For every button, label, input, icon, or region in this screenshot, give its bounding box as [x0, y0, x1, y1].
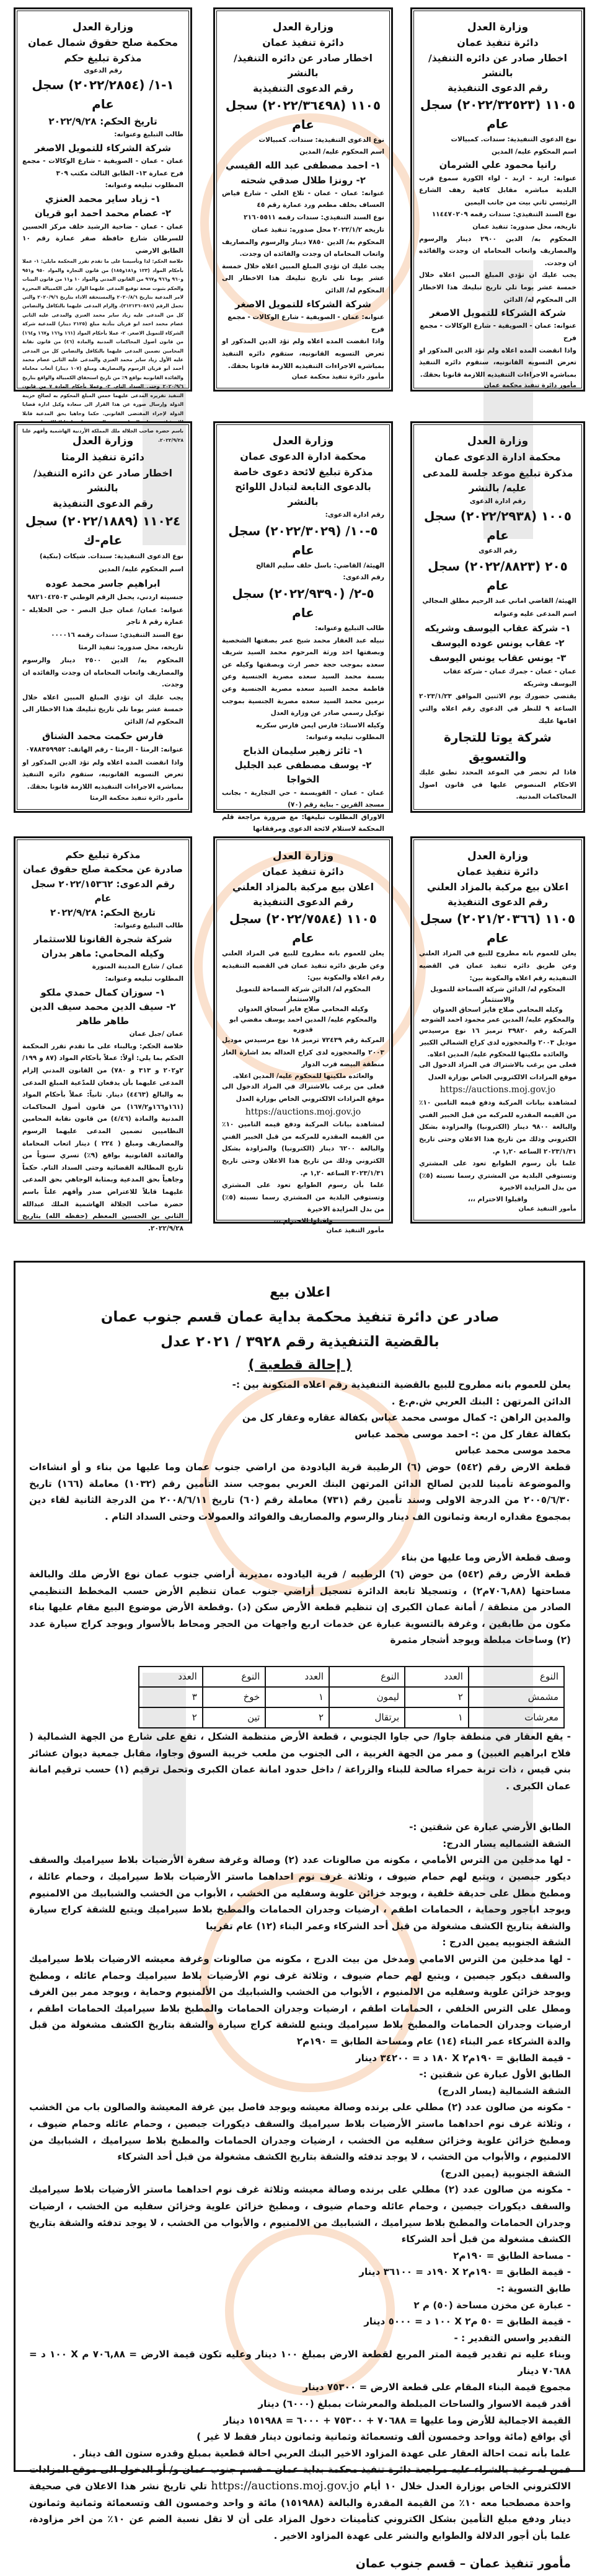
- notice-text: المحكوم به/ الدين ٢٥٠٠ دينار والرسوم والمصاريف واتعاب المحاماه ان وجدت والفائده ان وجدت.: [22, 656, 183, 689]
- notice-name: ١- زياد ساير محمد العنزي: [45, 193, 161, 205]
- notice-title: وزارة العدل: [272, 21, 334, 33]
- notice-case: شركة يوتا للتجارة والتسويق: [444, 730, 552, 764]
- table-cell: ١: [405, 1707, 469, 1728]
- sale-notice-paragraph: - لها مدخلين من الترس الأمامي ، مكونه من صالونات عدد (٢) وصالة وغرفة سفرة الأرضيات بلاط سيراميك والسقف ديكور جبصين ، ويتبع لهم حمام ضيوف ، وثلاثة غرف نوم احداهما ماستر الأرضيات بلاط سيراميك ، وحمام عائلة ، ومطبخ مطل على حديقة خلفية ، ويوجد خزائن علوية وسفليه من الخشب ، الأبواب من الخشب والشبابيك من الالمنيوم ويوجد اباجور وحماية ، الحمامات اطقم ، ارضيات وجدران الحمامات والمطبخ بلاط سيراميك ويتبع للشقة كراج سيارة والشقة بتاريخ الكشف مشغولة من قبل أحد الشركاء وعمر البناء (١٢) عام تقريبا: [29, 1854, 571, 1932]
- notice-heading: مذكرة تبليغ لائحة دعوى خاصة: [233, 467, 373, 478]
- table-header-cell: العدد: [265, 1667, 329, 1687]
- sale-notice-paragraph: أي بواقع (مائة وواحد وخمسون ألف وتسعمائة وثمانية وثمانون دينار فقط لا غير ): [196, 2431, 571, 2443]
- table-header-cell: النوع: [203, 1667, 266, 1687]
- notice-name: ابراهيم جاسر محمد عوده: [45, 577, 161, 589]
- sale-notice-paragraph: - يقع العقار في منطقة جاوا/ حي جاوا الجنوبي ، قطعة الأرض منتظمة الشكل ، تقع على شارع من الجهة الشمالية ( فلاح ابراهيم الغبين) و ممر من الجهة الغربية ، الى الجنوب من ملعب خريبة السوق وجاوا، مقابل جمعية ديوان عشائر بني قيس ، ذات تربة حمراء صالحة للبناء والزراعة / داخل حدود امانة عمان الكبرى وتحمل ترقيم (١) حسب ترقيم امانة عمان الكبرى .: [29, 1730, 571, 1792]
- notice-textr: طالب التبليغ وعنوانه:: [114, 922, 183, 930]
- sale-notice-paragraph: الطابق الأرضي عبارة عن شقتين :-: [409, 1821, 571, 1833]
- sale-notice-paragraph: طابق التسوية :-: [496, 2282, 571, 2294]
- notice-heading: اعلان بيع مركبة بالمزاد العلني: [232, 882, 374, 893]
- sale-notice-paragraph: قطعة الأرض رقم (٥٤٢) من حوض (٦) الرطيبه / قرية اليادوده ،مديرية أراضي جنوب عمان نوع الأرض ملك والبالغة مساحتها (٧٠٦,٨٨م٢) ، وتسجيلا تابعة الدائرة تسجيل أراضي جنوب عمان تنظيم الأرض حسب المخطط التنظيمي الصادر من منطقة / أمانة عمان الكبرى إن تنظيم قطعة الأرض سكن (د) .وقطعة الأرض موضوع البيع مقام عليها بناء مكون من طابقين ، وغرفة بالتسوية عبارة عن خدمات اربع واجهات من الحجر ومحاط بالأسوار ويوجد كراج سيارة عدد (٢) وساحات مبلطة ويوجد أشجار مثمرة: [29, 1568, 571, 1646]
- notice-label: والمحكوم عليه/ المدين عمر محمود احمد الشوحه: [421, 1016, 575, 1024]
- sale-notice-paragraph: - مساحة الطابق = ١٩٠م٢: [453, 2250, 571, 2261]
- notice-textr: عمان / شارع المدينة المنورة: [92, 963, 183, 971]
- notice-heading: اخطار صادر عن دائره التنفيذ/ بالنشر: [428, 53, 567, 79]
- notice-name: رقم الدعوى: ٢٠٢٢/١٥٣٦٢ سجل عام: [31, 878, 175, 904]
- sale-notice-paragraph: الشقة الشمالية (يسار الدرج): [438, 2085, 571, 2096]
- notice-textr: اسم المحكوم عليه/ المدين: [299, 148, 384, 156]
- notice-heading: مذكرة تبليغ حكم: [64, 53, 142, 64]
- notice-name: ١- شركة عقاب اليوسف وشريكه: [425, 622, 571, 634]
- table-cell: برتقال: [329, 1707, 405, 1728]
- sale-notice-case-number: بالقضية التنفيذية رقم ٣٩٢٨ / ٢٠٢١ عدل: [161, 1334, 439, 1350]
- notice-label: وكيله المحامي صلاح فايز اسحاق العدوان: [238, 1005, 368, 1014]
- notice-text: يجب عليك ان تؤدي المبلغ المبين اعلاه خلال خمسة عشر يوما تلي تاريخ تبليغك هذا الاخطار الى المحكوم له/ الدائن: [419, 271, 576, 304]
- notice-title: وزارة العدل: [467, 850, 529, 862]
- notice-text: لمشاهدة بيانات المركبة ودفع قيمه التامين ١٠٪ من القيمه المقدره للمركبه من قبل الخبير الفني والبالغة ٦٢٠٠ دينار (الكترونيا) والمزاودة بشكل الكتروني وذلك من تاريخ هذا الاعلان وحتى تاريخ ٢٠٢٣/١/٣١ الساعه ١,٢٠ م.: [222, 1121, 384, 1177]
- notice-textr: تاريخه، محل صدوره: تنفيذ عمان: [472, 223, 576, 230]
- notice-case: ١٠٠٥ (٢٠٢٢/٢٩٣٨) سجل عام: [424, 509, 571, 543]
- table-cell: تين: [203, 1707, 266, 1728]
- notice-title: وزارة العدل: [72, 435, 134, 447]
- sale-notice-paragraph: الشقة الشماليه يسار الدرج:: [443, 1838, 571, 1849]
- notice-title: وزارة العدل: [467, 435, 529, 447]
- notice-name: ٢- يوسف مصطفى عبد الجليل الخواجا: [234, 760, 372, 786]
- sale-notice-paragraph: - مكونه من صالون عدد (٢) مطلي على برنده وصالة معيشه ويوجد فاصل بين غرفة المعيشة والصالون باب من الخشب ، وثلاثة غرف نوم احداهما ماستر الأرضيات بلاط سيراميك والسقف ديكورات جبصين ، وحمام عائله وحمام ضيوف ، ومطبخ خزائن علوية وخزائن سفليه من الخشب ، ارضيات وجدران الحمامات والمطبخ بلاط سيراميك ، الشبابيك من الالمنيوم ، والأبواب من الخشب ، لا يوجد تدفئه والشقة بتاريخ الكشف مشغولة من قبل أحد الشركاء: [29, 2101, 571, 2163]
- notice-textr: رقم الدعوى:: [343, 574, 384, 582]
- notice-name: وكيله المحامي: ماهر بدران: [41, 948, 165, 960]
- notice-text: علما بأن رسوم الطوابع تعود على المشتري وتستوفي البلدية من المشتري رسما نسبته (٥٪) من بدل المزايدة الاخيرة: [222, 1181, 384, 1214]
- sale-notice-paragraph: الشقة الجنوبيه يمين الدرج :: [442, 1937, 571, 1948]
- sale-notice-paragraph: - مكونه من صالون عدد (٢) مطلي على برنده وصالة معيشه وثلاثة غرف نوم احداهما ماستر الأرضيات بلاط سيراميك والسقف ديكورات جبصين ، وحمام عائله وحمام ضيوف ، ومطبخ خزائن علوية وخزائن سفليه من الخشب ، ارضيات وجدران الحمامات والمطبخ بلاط سيراميك ، الشبابيك من الالمنيوم ، والأبواب من الخشب ، لا يوجد تدفئه والشقة بتاريخ الكشف مشغولة من قبل أحد الشركاء: [29, 2184, 571, 2245]
- notice-textr: جنسيته اردني، يحمل الرقم الوطني ٩٨٢١٠٤٢٥٠٣: [27, 593, 183, 601]
- notice-subtitle: محكمة ادارة الدعوى عمان: [435, 451, 561, 463]
- table-cell: ١: [265, 1687, 329, 1707]
- closing-text-2: تلي تاريخ نشر هذا الاعلان في صحيفة واحدة مصطحبا معه ١٠٪ من القيمة المقدرة والبالغة (١٥١٩٨٨) مائة و واحد وخمسون الف وتسعمائة وثمانية وثمانون دينار ودفع مبلغ التأمين بشكل الكتروني كتأمينات دخول المزاد على أن لا تقل نسبة الضم عن ١٠٪ من اخر مزاودة، علما بأن أجور الدلالة والطوابع والنشر على عهدة المزاود الاخير .: [29, 2481, 571, 2541]
- notice-heading: مذكرة تبليغ موعد جلسة للمدعى عليه/ بالنشر: [422, 468, 573, 494]
- notice-case: ١-١/ (٢٠٢٢/٢٨٥٤) سجل عام: [32, 77, 174, 112]
- notice-title: وزارة العدل: [467, 21, 529, 33]
- sale-notice-paragraph: والمدين الراهن :- كمال موسى محمد عباس بكفالة عقاره وعقار كل من: [242, 1412, 571, 1424]
- notice-name: ٢- رونزا طلال صدقي شحته: [240, 174, 366, 186]
- notice-name: ١- ثائر زهير سليمان الذباح: [243, 745, 363, 756]
- notice-textr: المطلوب تبليغه وعنوانه:: [306, 734, 384, 742]
- notice-claim-statement: [213, 421, 393, 833]
- notice-name: مذكرة تبليغ حكم: [65, 849, 141, 861]
- notice-label: رقم ادارة الدعوى: [469, 497, 526, 506]
- notice-execution-ramtha: [14, 421, 192, 813]
- sale-notice-paragraph: الشقة الجنوبية (يمين الدرج): [440, 2167, 571, 2179]
- notice-heading: رقم الدعوى التنفيذية: [252, 896, 354, 908]
- notice-heading: اخطار صادر عن دائره التنفيذ/ بالنشر: [33, 468, 172, 494]
- notice-name: شركة الشركاء للتمويل الاصغر: [430, 307, 566, 319]
- notice-heading: تاريخ الحكم: ٢٠٢٢/٩/٢٨: [48, 116, 157, 128]
- notice-heading: رقم الدعوى التنفيذية: [52, 498, 154, 510]
- auctions-link[interactable]: https://auctions.moj.gov.jo: [439, 1085, 556, 1095]
- notice-textr: عمان /جبل عمان: [129, 1030, 183, 1038]
- notice-textr: نوع السند التنفيذي: سندات رقمه ٠٠٠٠١٦: [51, 631, 183, 639]
- notice-textr: طالب التبليغ وعنوانه:: [315, 624, 384, 632]
- notice-name: ١- احمد مصطفى عبد الله القيسي: [226, 160, 381, 172]
- notice-title: وزارة العدل: [272, 850, 334, 862]
- notice-heading: رقم الدعوى التنفيذية: [447, 896, 549, 908]
- notice-case: ١١٠٥ (٢٠٢٢/٧٥٨٤) سجل عام: [229, 911, 377, 946]
- notice-textr: عمان - عمان - جمرك عمان - شركة عقاب اليوسف وشريكه: [443, 668, 576, 688]
- table-row: [139, 1707, 564, 1728]
- notice-name: ١- سوزان كمال حمدي ملكو: [40, 986, 165, 998]
- notice-small: خلاصة الحكم: لذا وتأسيسا على ما تقدم تقرر المحكمة مايلي: ١- عملا بأحكام المواد (١٢٣ و١٨١و١٨٥) من قانون التجارة والمواد ٩٥٠ و٩٥١ و٩٦٠ و٩٦٦ و٩٦٧ من القانون المدني والمواد ١٠ و١١ من قانون البينات والحكم بثبوت صحة توقيع المدعى عليهما الوارد على الكمبيالة المحررة لامر المدعية بتاريخ ٢٠٢٠/٨/٦ والمستحقة الاداء بتاريخ ٢٠٢٠/٩/٦ والتي تحمل الرقم (٢١٢١٣٦٠٥٨٦)، وإلزام المدعى عليهما بالتكافل والتضامن كل من المدعى عليه زياد ساير محمد العنزي والمدعى عليه الثاني عصام محمد احمد ابو قريان بتأدية مبلغ (٢١٢٥ دينار) للمدعية شركة الشركاء للتمويل الاصغر. ٢- عملا بأحكام المواد (١٦١ و١٦٦ و١٦٧ و١٦٤) من قانون أصول المحاكمات المدنية والمادة (٤٦) من قانون نقابة المحامين تضمين المدعى عليهما بالتكافل والتضامن كل من المدعى عليه الأول زياد ساير محمد العنزي والمدعى عليه الثاني عصام محمد أحمد أبو قريان الرسوم والمصاريف ومبلغ (١٠٧ دينار) أتعاب محاماة والفائدة القانونية بواقع ٩٪ من تاريخ استحقاق الكمبيالة والواقع بتاريخ ٢٠٢٠/٩/٦ وحتى السداد التام. ٣- وعملا بأحكام المادة ٧ من قانون التنفيذ تقريره المدعى عليهما خمس المبلغ المحكوم به لصالح خزينة الدولة وإرسال صورة عن هذا القرار الى سعادة وكيل ادارة قضايا الدولة لإجراء المقتضى القانوني. حكما وجاهيا بحق المدعية قابلا للاستئناف وبمثابة الوجاهي بحق المدعى عليهما قابلا للاعتراض صدر باسم حضرة صاحب الجلالة ملك المملكة الأردنية الهاشمية وأفهم علنا ٢٠٢٢/٩/٢٨.: [22, 258, 184, 443]
- notice-heading: اعلان بيع مركبة بالمزاد العلني: [426, 882, 569, 893]
- notice-text: المركبة رقم ٣٩٨٢٠ ترميز ١٦ نوع مرسيدس موديل ٢٠٠٣ والمحجوزه لدى كراج الشمالي الكبير: [419, 1027, 576, 1047]
- notice-title: وزارة العدل: [72, 21, 134, 33]
- notice-sig: مأمور التنفيذ عمان: [518, 1206, 576, 1213]
- notice-textr: وكيله الاستاذ: فارس ايمن فارس سكريه: [255, 721, 384, 729]
- notice-case: ٥-٢/ (٢٠٢٢/٩٣٩٠) سجل عام: [232, 585, 374, 620]
- sale-notice-paragraph: - قيمة الطابق = ١٩٠م٢ X ١٨٠ د = ٣٤٢٠٠ دينار: [355, 2052, 571, 2064]
- sale-notice-paragraph: - قيمة الطابق = ٥٠ م٢ X ١٠٠ د = ٥٠٠٠ دينار: [364, 2316, 571, 2328]
- notice-textr: تاريخه ٢٠٢٢/١/٢ محل صدوره: تنفيذ عمان: [252, 226, 384, 234]
- auctions-link[interactable]: https://auctions.moj.gov.jo: [211, 2479, 360, 2493]
- notice-name: صادرة عن محكمة صلح حقوق عمان: [23, 864, 183, 875]
- notice-name: شركة الشركاء للتمويل الاصغر: [35, 142, 171, 154]
- notice-textr: الهيئة/ القاضي اماني عبد الرحيم مطلق المجالي: [422, 597, 576, 605]
- notice-textr: نوع السند التنفيذي: سندات رقمه ١١٤٤٧٠٢٠٩: [431, 211, 576, 219]
- notice-text: يعلن للعموم بانه مطروح للبيع في المزاد العلني وعن طريق دائره تنفيذ عمان في القضيه التنفيذيه رقم اعلاه والمكونة بين:: [419, 950, 576, 982]
- sale-notice-paragraph: - لها مدخلين من الترس الامامي ومدخل من بيت الدرج ، مكونه من صالونات وغرفة معيشه الارضيات بلاط سيراميك والسقف ديكور جبصين ، ويتبع لهم حمام ضيوف ، وثلاثة غرف نوم الأرضيات بلاط سيراميك وحمام عائله ، ومطبخ ويوجد خزائن علوية وسفليه من الالمنيوم ، الأبواب من الخشب والشبابيك من الألمنيوم وحماية ، ويوجد ممر بين الغرف ومطل على الترس الخلفي ، الحمامات اطقم ، ارضيات وجدران الحمامات والمطبخ بلاط سيراميك الحمامات اطقم ، ارضيات وجدران الحمامات والمطبخ بلاط سيراميك ويتبع للشقة كراج سيارة والشقة بتاريخ الكشف مشغولة من قبل والدة الشركاء عمر البناء (١٤) عام ومساحة الطابق = ١٩٠م٢: [29, 1953, 571, 2047]
- notice-name: شركة الشركاء للتمويل الاصغر: [235, 298, 371, 310]
- notice-text: المحكوم به/ الدين ٢٩٠٠ دينار والرسوم والمصاريف واتعاب المحاماه ان وجدت والفائده ان وجدت.: [419, 235, 576, 267]
- notice-subtitle: محكمة ادارة الدعوى عمان: [240, 450, 366, 463]
- notice-textr: نوع الدعوى التنفيذية: سندات. شيكات (بنكية): [39, 553, 183, 561]
- sale-notice-paragraph: أقدر قيمة الاسوار والساحات المبلطة والمعرشات بمبلغ (٦٠٠٠) دينار: [258, 2398, 571, 2410]
- notice-case: ١١٠٥ (٢٠٢٢/٣٢٥٢٣) سجل عام: [420, 97, 576, 132]
- notice-text: واذا انقضت المده اعلاه ولم تؤد الدين المذكور او تعرض التسويه القانونيه، ستقوم دائره التنفيذ بمباشره الاجراءات التنفيذيه اللازمة قانونا بحقك.: [222, 338, 384, 370]
- notice-sig: مأمور دائرة تنفيذ محكمة عمان: [291, 374, 384, 381]
- notice-text: فعلى من يرغب بالاشتراك في المزاد الدخول الى موقع المزادات الالكتروني الخاص بوزارة العدل: [419, 1061, 576, 1081]
- table-header-row: [139, 1667, 564, 1687]
- notice-vehicle-auction-7584: [213, 836, 393, 1235]
- sale-notice-title: اعلان بيع: [270, 1285, 330, 1300]
- notice-text: عنوانه: عمان - عمان - تلاع العلي - شارع فياض العساف بخلف مطعم ورد عمارة رقم ٤٥: [222, 189, 384, 209]
- notice-textr: عنوانه: عمان - الصويفية - شارع الوكالات - مجمع فرح: [420, 322, 576, 342]
- sale-notice-paragraph: وبناء عليه تم تقدير قيمة المتر المربع لقطعة الارض بمبلغ ١٠٠ دينار وعليه تكون قيمة الارض = ٧٠٦,٨٨ م X ١٠٠ د = ٧٠٦٨٨ دينار: [29, 2349, 571, 2377]
- notice-text: فعلى من يرغب بالاشتراك في المزاد الدخول الى موقع المزادات الالكتروني الخاص بوزارة العدل: [222, 1083, 384, 1103]
- notice-case: ٥-١٠/ (٢٠٢٢/٣٠٢٩) سجل عام: [228, 523, 378, 558]
- notice-text: الاوراق المطلوب تبليغها: مع ضرورة مراجعة قلم المحكمة لاستلام لائحة الدعوى ومرفقاتها: [222, 813, 384, 833]
- notice-text: يجب عليك ان تؤدي المبلغ المبين اعلاه خلال خمسة عشر يوما تلي تاريخ تبليغك هذا الاخطار الى المحكوم له/ الدائن: [22, 693, 183, 725]
- trees-table: [138, 1666, 565, 1728]
- notice-sig: مأمور دائرة تنفيذ محكمة الرمثا: [90, 795, 183, 802]
- notice-heading: بالدعوى التابعة لتبادل اللوائح بالنشر: [235, 481, 371, 508]
- table-cell: معرشات: [469, 1707, 564, 1728]
- sale-notice-paragraph: محمد موسى محمد عباس: [455, 1445, 571, 1457]
- notice-text: المركبة رقم ٧٢٤٣٩ ترميز ١٨ نوع مرسيدس موديل ٢٠٠٣ والمحجوزه لدى كراج العداله بعد اشارة الغاز منطقة البيضه قرب الدوار: [222, 1036, 385, 1069]
- notice-text: علما بأن رسوم الطوابع تعود على المشتري وتستوفي البلدية من المشتري رسما نسبته (٥٪) من بدل المزايدة الاخيرة: [419, 1160, 576, 1192]
- notice-textr: تاريخه، محل صدوره: تنفيذ الرمثا: [78, 644, 183, 652]
- table-header-cell: العدد: [139, 1667, 203, 1687]
- table-header-cell: النوع: [329, 1667, 405, 1687]
- notice-text: واذا انقضت المده اعلاه ولم تؤد الدين المذكور او تعرض التسويه القانونيه، ستقوم دائره التنفيذ بمباشره الاجراءات التنفيذيه اللازمة قانونا بحقك.: [419, 346, 576, 379]
- table-header-cell: العدد: [405, 1667, 469, 1687]
- notice-label: المحكوم له/ الدائن شركة السماحة للتمويل والاستثمار: [430, 986, 565, 1004]
- table-cell: ٣: [139, 1687, 203, 1707]
- notice-name: تاريخ الحكم: ٢٠٢٢/٩/٢٨: [50, 907, 156, 918]
- sale-notice: [14, 1261, 585, 2571]
- sale-notice-paragraph: بكفالة عقار كل من :- احمد موسى محمد عباس: [355, 1428, 571, 1440]
- notice-case: ١١٠٥ (٢٠٢١/٢٠٣٦٦) سجل عام: [420, 911, 576, 946]
- notice-label: والمحكوم عليه/ المدين احمد يوسف مفضي ابو قدوره: [229, 1015, 377, 1034]
- sale-notice-paragraph: - عبارة عن مخزن مساحة (٥٠) م ٢: [413, 2299, 571, 2311]
- notice-textr: الهيئة/ القاضي: باسل خلف سليم الفالح: [256, 561, 384, 569]
- notice-textr: طالب التبليغ وعنوانه:: [114, 131, 183, 139]
- table-cell: ليمون: [329, 1687, 405, 1707]
- notice-text: لمشاهدة بيانات المركبة ودفع قيمه التامين ١٠٪ من القيمه المقدره للمركبه من قبل الخبير الفني والبالغة ٩٨٠٠ دينار (الكترونيا) والمزاودة بشكل الكتروني وذلك من تاريخ هذا الاعلان وحتى تاريخ ٢٠٢٣/١/٣١ الساعه ١,٢٠ م.: [419, 1099, 577, 1155]
- sale-notice-paragraph: - قيمة الطابق = ١٩٠م٢ X ١٩٠د = ٣٦١٠٠ دينار: [359, 2266, 571, 2278]
- sale-notice-paragraph: قطعة الارض رقم (٥٤٢) حوض (٦) الرطيبة قرية اليادودة من اراضي جنوب عمان وما عليها من بناء و أو انشاءات والموضوعة تأمينا للدين لصالح الدائن المرتهن البنك العربي بموجب سند التأمين رقم (١٠٣٢) معاملة (١٦٦) تاريخ ٢٠٠٥/٦/٣٠ من الدرجة الاولى وسند تأمين رقم (٧٣١) معاملة رقم (٦٠) تاريخ ٢٠٠٨/٦/١١ من الدرجة الثانية لقاء دين بمجموع مقداره اربعة وثمانون الف دينار والرسوم والمصاريف والفوائد والعمولات وحتى السداد التام .: [29, 1461, 571, 1522]
- notice-label: رقم الدعوى: [479, 547, 517, 555]
- notice-text: فاذا لم تحضر في الموعد المحدد تطبق عليك الاحكام المنصوص عليها في قانون اصول المحاكمات المدنية.: [419, 769, 576, 801]
- sale-notice-paragraph: يعلن للعموم بانه مطروح للبيع بالقضية التنفيذية رقم اعلاه المتكونة بين :-: [232, 1379, 571, 1390]
- notice-subtitle: محكمة صلح حقوق شمال عمان: [27, 37, 179, 49]
- notice-name: ٣- يونس عقاب يونس اليوسف: [429, 652, 567, 664]
- sale-notice-paragraph: التقدير واسس التقدير : -: [454, 2332, 571, 2344]
- notice-text: نبيله عبد الغفار محمد شيخ عمر بصفتها الشخصية وبصفتها احد ورثة المرحوم محمد السيد شريف سعده بموجب حجة حصر ارث وبصفتها وكيله عن بسمة محمد السيد سعده مصرية الجنسية وعن فاطمة محمد السيد سعده مصرية الجنسية وعن نرمين محمد السيد سعده مصرية الجنسية بموجب توكيل رسمي صادر عن وزارة العدل: [222, 636, 384, 717]
- notice-textr: رقم ادارة الدعوى:: [325, 511, 384, 519]
- notice-text: واذا انقضت المده اعلاه ولم تؤد الدين المذكور او تعرض التسويه القانونيه، ستقوم دائره التنفيذ بمباشره الاجراءات التنفيذيه اللازمة قانونا بحقك.: [22, 758, 183, 791]
- sale-notice-signature: مأمور تنفيذ عمان – قسم جنوب عمان: [355, 2557, 571, 2571]
- notice-name: ٢- سيف الدين محمد سيف الدين طاهر طاهر: [30, 1001, 176, 1027]
- notice-name: فارس حكمت محمد الشناق: [42, 730, 164, 742]
- notice-name: ٢- عصام محمد احمد ابو قريان: [34, 208, 172, 219]
- notice-text: يقتضي حضورك يوم الاثنين الموافق ٢٠٢٣/١/٢٣ الساعة ٩ للنظر في الدعوى رقم اعلاه والتي اقامها عليك: [419, 693, 576, 725]
- notice-subtitle: دائرة تنفيذ عمان: [457, 37, 539, 49]
- notice-vehicle-auction-20366: [410, 836, 585, 1224]
- notice-name: شركة شجرة القانونا للاستثمار: [33, 933, 172, 945]
- notice-label: والعائده ملكيتها للمحكوم عليه/ المدين اعلاه.: [232, 1072, 374, 1080]
- notice-label: واقبلوا الاحترام ،،،: [467, 1196, 528, 1204]
- closing-text: فمن له رغبة بالشراء عليه مراجعة دائرة تنفيذ محكمة بداية عمان – قسم جنوب عمان و/ أو الدخول الى موقع المزادات الالكتروني الخاص بوزارة العدل خلال ١٠ أيام: [29, 2464, 571, 2492]
- notice-text: عنوانه: عمان/ عمان جبل النصر - حي الخلايله - عمارة رقم ٨ تاجر: [22, 606, 183, 626]
- sale-notice-paragraph: وصف قطعة الأرض وما عليها من بناء: [401, 1552, 571, 1564]
- notice-sig: مأمور التنفيذ عمان: [326, 1227, 384, 1235]
- notice-textr: عنوانه: الرمثا - الرمثا - رقم الهاتف: ٠٧٨٨٣٥٩٩٥٢: [25, 745, 183, 753]
- sale-notice-paragraph: علما بأنه تمت احالة العقار على عهدة المزاود الاخير البنك العربي احالة قطعية بمبلغ وقدره ستون الف دينار .: [73, 2447, 571, 2459]
- notice-judgment-north-amman: [14, 7, 192, 443]
- notice-label: والعائده ملكيتها للمحكوم عليه/ المدين اعلاه.: [427, 1050, 568, 1058]
- notice-title: وزارة العدل: [272, 435, 334, 447]
- notice-textr: نوع الدعوى التنفيذية: سندات. كمبيالات: [451, 136, 576, 144]
- notice-name: ٢- عقاب يونس عوده اليوسف: [431, 637, 565, 649]
- notice-textr: المطلوب تبليغه وعنوانه:: [105, 975, 183, 983]
- sale-notice-paragraph: الدائن المرتهن : البنك العربي ش.م.ع .: [391, 1395, 571, 1407]
- notice-text: عمان - عمان - القويسمة - حي التجارية - بجانب مسجد القرين - بناية رقم (٧٠): [222, 789, 384, 809]
- notice-text: خلاصة الحكم: وبالبناء على ما تقدم تقرر المحكمة الحكم بما يلي: أولاً: عملاً بأحكام المواد (٨٧ و ١٩٩/ ٢و٢٠٢ و ٣١٣ و ٧٨٠) من القانون المدني إلزام المدعى عليهما بأن يدفعان للمدّعية المبلغ المدعى به والبالغ (٤٤٦٣) دينار. ثانياً: عملاً بأحكام المواد (١٦١و١٦٦و١٦٧/٢) من قانون أصول المحاكمات المدنية والمادة (٤/٤٦) من قانون نقابة المحامين النظاميين تضمين المدعى عليهما الرسوم والمصاريف ومبلغ ( ٢٢٤ ) دينار اتعاب المحاماة والفائدة القانونية بواقع (٩٪) تسري سنوياً من تاريخ المطالبة القضائية وحتى السداد التام. حكماً وجاهياً بحق المدعية وبمثابة الوجاهي بحق المدعى عليهما قابلاً للاعتراض صدر وأفهم علناً باسم حضرة صاحب الجلالة الهاشمية الملك عبدالله الثاني بن الحسين المعظم (حفظه الله) بتاريخ ٢٠٢٢/٩/٢٨.: [22, 1042, 184, 1232]
- table-cell: خوخ: [203, 1687, 266, 1707]
- notice-name: رانيا محمود علي الشرمان: [439, 159, 557, 171]
- notice-subtitle: دائرة تنفيذ عمان: [262, 865, 344, 878]
- notice-subtitle: دائرة تنفيذ عمان: [262, 37, 344, 49]
- sale-notice-paragraph: مجموع قيمة البناء المقام على قطعة الارض = ٧٥٣٠٠ دينار: [302, 2381, 571, 2393]
- sale-notice-paragraph: الطابق الأول عبارة عن شقتين :-: [419, 2069, 571, 2080]
- notice-subtitle: دائرة تنفيذ عمان: [457, 865, 539, 878]
- notice-execution-amman-32523: [410, 7, 585, 392]
- table-header-cell: النوع: [469, 1667, 564, 1687]
- notice-hearing-summons: [410, 421, 585, 813]
- notice-text: المحكوم به/ الدين ٧٨٥٠ دينار والرسوم والمصاريف واتعاب المحاماه ان وجدت والفائده ان وجدت.: [222, 238, 384, 258]
- notice-subtitle: دائرة تنفيذ الرمثا: [61, 451, 144, 463]
- notice-text: عمان - عمان - ضاحية الرشيد خلف مركز الحسين للسرطان شارع حافظة صقر عمارة رقم ١٠ الطابق الارضي: [22, 222, 183, 255]
- notice-label: وكيله المحامي صلاح فايز اسحاق العدوان: [433, 1005, 563, 1014]
- notice-textr: نوع السند التنفيذي: سندات رقمه ٢١٦٠٥٥١١: [244, 214, 384, 222]
- notice-judgment-amman-15362: [14, 836, 192, 1232]
- auctions-link[interactable]: https://auctions.moj.gov.jo: [245, 1106, 361, 1117]
- table-row: [139, 1687, 564, 1707]
- notice-textr: نوع الدعوى التنفيذية: سندات. كمبيالات: [258, 136, 384, 144]
- notice-label: المحكوم له/ الدائن شركة السماحة للتمويل والاستثمار: [236, 985, 371, 1004]
- table-cell: ٢: [139, 1707, 203, 1728]
- notice-text: يعلن للعموم بانه مطروح للبيع في المزاد العلني وعن طريق دائره تنفيذ عمان في القضيه التنفيذيه رقم اعلاه والمكونة بين:: [222, 950, 384, 982]
- notice-heading: رقم الدعوى التنفيذية: [447, 82, 549, 94]
- notice-textr: اسم المحكوم عليه/ المدين: [99, 565, 183, 573]
- sale-notice-paragraph: القيمة الاجمالية للأرض وما عليها = ٧٠٦٨٨ + ٧٥٣٠٠ + ٦٠٠٠ = ١٥١٩٨٨ دينار: [223, 2414, 571, 2426]
- table-cell: ٢: [265, 1707, 329, 1728]
- notice-sig: مأمور دائرة تنفيذ محكمة عمان: [483, 382, 576, 390]
- sale-notice-subtitle: صادر عن دائرة تنفيذ محكمة بداية عمان قسم جنوب عمان: [100, 1309, 500, 1325]
- table-cell: ٢: [405, 1687, 469, 1707]
- notice-text: يجب عليك ان تؤدي المبلغ المبين اعلاه خلال خمسة عشر يوما تلي تاريخ تبليغك هذا الاخطار الى المحكوم له/ الدائن: [222, 262, 384, 295]
- notice-label: رقم الدعوى: [84, 67, 122, 75]
- table-cell: مشمش: [469, 1687, 564, 1707]
- notice-heading: رقم الدعوى التنفيذية: [252, 82, 354, 94]
- notice-case: ٢٠٥ (٢٠٢٢/٨٨٢٣) سجل عام: [428, 558, 568, 593]
- notice-case: ١١٠٢٤ (٢٠٢٢/١٨٨٩) سجل عام-ك: [25, 514, 181, 548]
- notice-execution-amman-36498: [213, 7, 393, 392]
- notice-textr: عنوانه: عمان - الصويفية - شارع الوكالات - مجمع فرح: [227, 313, 384, 333]
- notice-textr: المطلوب تبليغه وعنوانه:: [105, 182, 183, 190]
- notice-text: عنوانه: اربد - اربد - لواء الكورة سموع قرب البلدية مباشره مقابل كافية رهف الشارع الرئيسي ثاني بيت من جانب اليمين: [419, 174, 576, 206]
- notice-textr: اسم المدعى عليه وعنوانه: [493, 610, 576, 618]
- notice-text: عمان - عمان - الصويفية - شارع الوكالات - مجمع فرح عمارة ١٣- الطابق الثالث مكتب ٣٠٩: [22, 157, 183, 177]
- sale-notice-referral: ( إحالة قطعية ): [248, 1357, 352, 1373]
- notice-heading: اخطار صادر عن دائره التنفيذ/ بالنشر: [234, 53, 373, 79]
- notice-case: ١١٠٥ (٢٠٢٢/٣٦٤٩٨) سجل عام: [225, 97, 381, 132]
- notice-label: واقبلوا الاحترام ،،،: [273, 1217, 333, 1225]
- sale-notice-closing: [29, 2461, 571, 2544]
- notice-textr: اسم المحكوم عليه/ المدين: [492, 147, 576, 156]
